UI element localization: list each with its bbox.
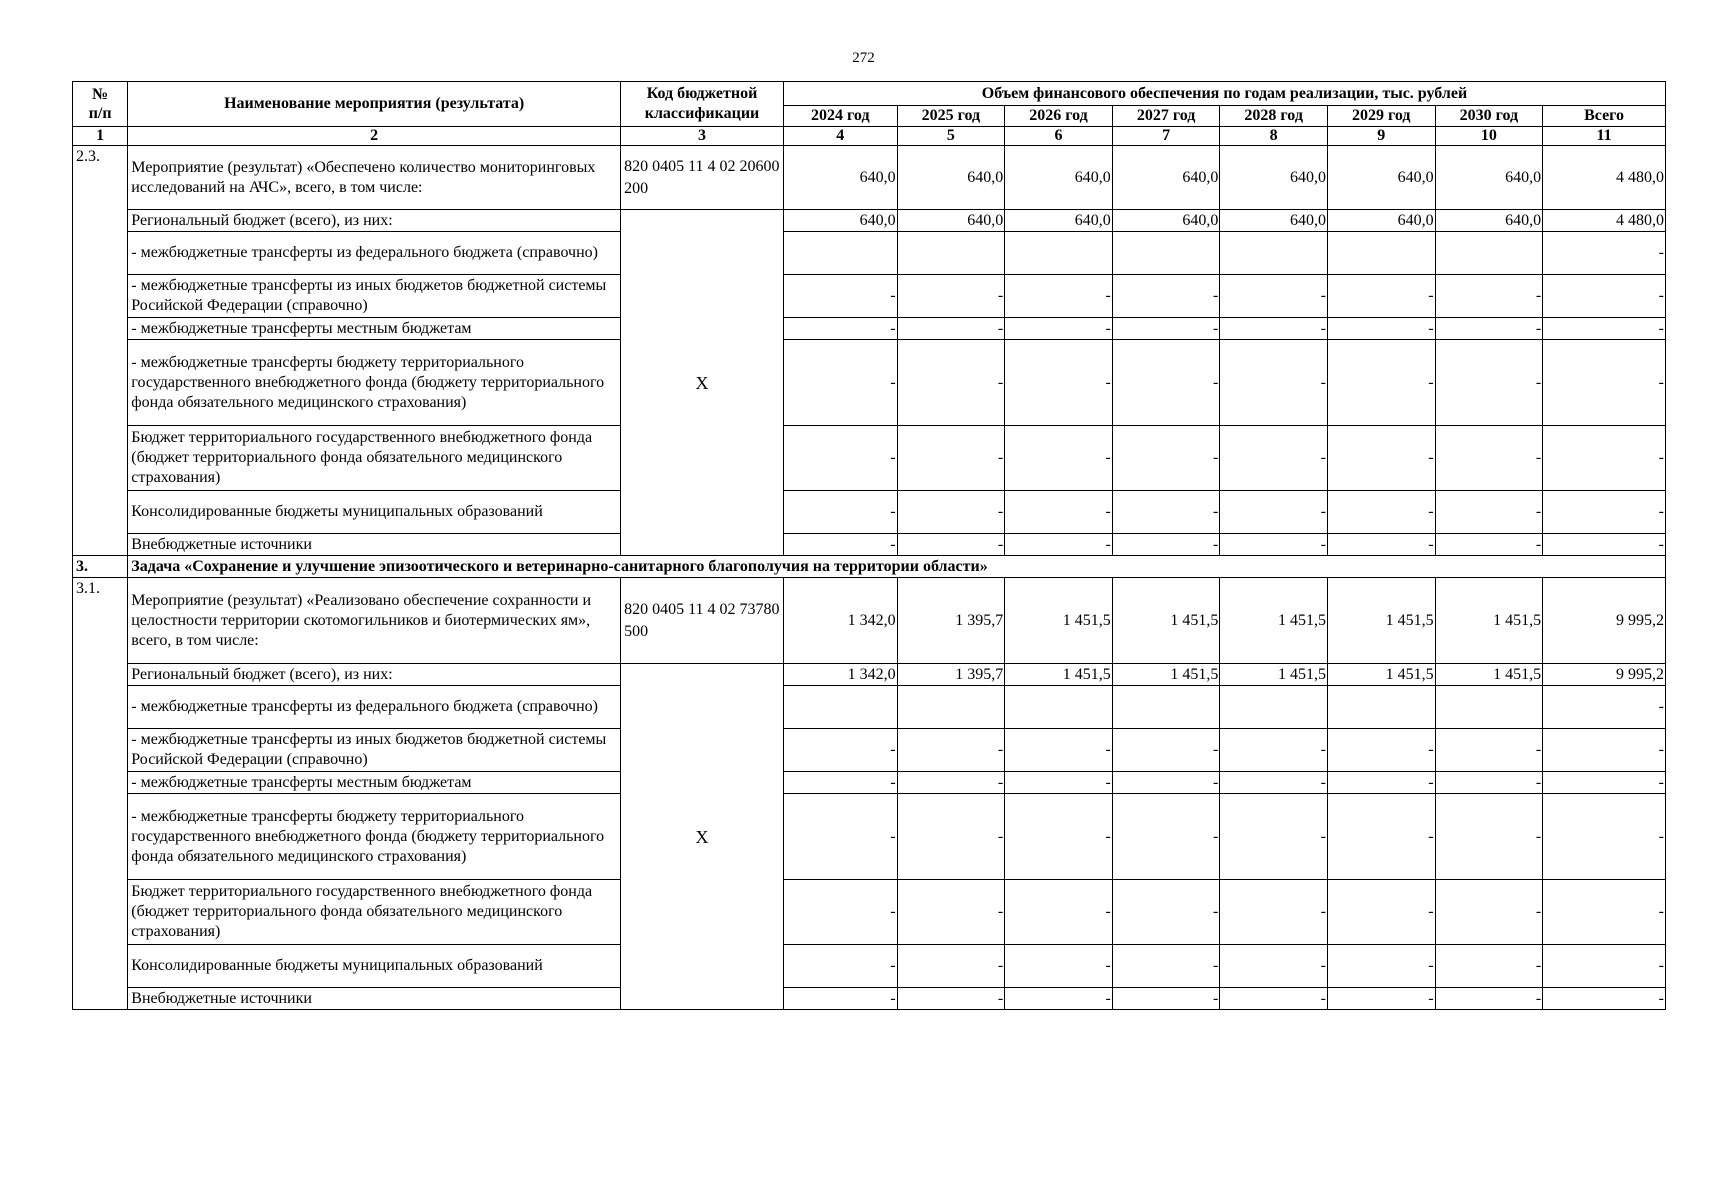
header-volume: Объем финансового обеспечения по годам реализации, тыс. рублей: [783, 82, 1665, 106]
column-number: 10: [1435, 127, 1543, 146]
section-main-row: [73, 578, 1666, 664]
value-cell: 640,0: [1005, 146, 1113, 210]
task-index: 3.: [73, 556, 128, 578]
value-cell: -: [897, 880, 1005, 945]
code-x-mark: Х: [621, 664, 784, 1010]
value-cell: -: [1112, 275, 1220, 318]
header-year: Всего: [1543, 106, 1666, 127]
value-cell: -: [1435, 880, 1543, 945]
value-cell: 640,0: [1112, 146, 1220, 210]
funding-row: [73, 664, 1666, 686]
value-cell: -: [1220, 945, 1328, 988]
value-cell: [897, 232, 1005, 275]
value-cell: -: [1327, 534, 1435, 556]
header-name: Наименование мероприятия (результата): [128, 82, 621, 127]
value-cell: 1 451,5: [1220, 664, 1328, 686]
value-cell: [897, 686, 1005, 729]
value-cell: -: [1435, 794, 1543, 880]
value-cell: 640,0: [1220, 146, 1328, 210]
value-cell: -: [897, 340, 1005, 426]
value-cell: -: [783, 880, 897, 945]
value-cell: -: [1543, 318, 1666, 340]
value-cell: -: [1220, 729, 1328, 772]
value-cell: -: [1005, 340, 1113, 426]
funding-source-name: - межбюджетные трансферты из федерального бюджета (справочно): [128, 232, 621, 275]
funding-row: [73, 426, 1666, 491]
value-cell: -: [1112, 772, 1220, 794]
value-cell: -: [1112, 880, 1220, 945]
value-cell: 9 995,2: [1543, 578, 1666, 664]
column-number: 5: [897, 127, 1005, 146]
column-number: 4: [783, 127, 897, 146]
header-year: 2027 год: [1112, 106, 1220, 127]
header-code: Код бюджетной классификации: [621, 82, 784, 127]
value-cell: 1 451,5: [1112, 664, 1220, 686]
value-cell: -: [1220, 491, 1328, 534]
value-cell: -: [1220, 880, 1328, 945]
funding-source-name: Бюджет территориального государственного внебюджетного фонда (бюджет территориального фонда обязательного медицинского страхования): [128, 880, 621, 945]
value-cell: -: [1005, 772, 1113, 794]
value-cell: -: [1327, 988, 1435, 1010]
value-cell: -: [1543, 534, 1666, 556]
value-cell: -: [1543, 988, 1666, 1010]
value-cell: -: [1112, 318, 1220, 340]
value-cell: 640,0: [1435, 210, 1543, 232]
value-cell: -: [783, 275, 897, 318]
value-cell: 1 451,5: [1327, 578, 1435, 664]
column-number: 8: [1220, 127, 1328, 146]
value-cell: -: [1005, 880, 1113, 945]
value-cell: [1435, 232, 1543, 275]
column-number: 7: [1112, 127, 1220, 146]
funding-source-name: - межбюджетные трансферты местным бюджетам: [128, 772, 621, 794]
value-cell: 1 451,5: [1435, 578, 1543, 664]
value-cell: [783, 232, 897, 275]
value-cell: 1 451,5: [1435, 664, 1543, 686]
funding-source-name: Внебюджетные источники: [128, 988, 621, 1010]
header-year: 2024 год: [783, 106, 897, 127]
value-cell: -: [897, 534, 1005, 556]
value-cell: -: [1327, 340, 1435, 426]
header-row: [73, 82, 1666, 106]
section-index: 3.1.: [73, 578, 128, 1010]
value-cell: -: [1435, 491, 1543, 534]
value-cell: [1112, 232, 1220, 275]
value-cell: [1005, 232, 1113, 275]
funding-source-name: - межбюджетные трансферты из иных бюджетов бюджетной системы Росийской Федерации (справочно): [128, 275, 621, 318]
value-cell: -: [1543, 772, 1666, 794]
value-cell: -: [1005, 534, 1113, 556]
value-cell: 1 395,7: [897, 664, 1005, 686]
value-cell: 1 451,5: [1005, 664, 1113, 686]
value-cell: -: [783, 534, 897, 556]
column-number: 1: [73, 127, 128, 146]
value-cell: [1327, 232, 1435, 275]
value-cell: -: [1005, 945, 1113, 988]
column-number: 11: [1543, 127, 1666, 146]
value-cell: 1 451,5: [1220, 578, 1328, 664]
value-cell: -: [1327, 880, 1435, 945]
value-cell: -: [783, 729, 897, 772]
page-number: 272: [852, 50, 875, 66]
value-cell: -: [1327, 275, 1435, 318]
value-cell: 1 451,5: [1327, 664, 1435, 686]
value-cell: -: [1005, 275, 1113, 318]
value-cell: -: [897, 275, 1005, 318]
value-cell: -: [1112, 988, 1220, 1010]
value-cell: -: [1435, 275, 1543, 318]
value-cell: [1005, 686, 1113, 729]
funding-source-name: Региональный бюджет (всего), из них:: [128, 210, 621, 232]
value-cell: 640,0: [783, 210, 897, 232]
value-cell: [1327, 686, 1435, 729]
value-cell: 640,0: [1327, 146, 1435, 210]
value-cell: -: [1327, 794, 1435, 880]
value-cell: -: [1543, 729, 1666, 772]
value-cell: -: [783, 794, 897, 880]
value-cell: 1 395,7: [897, 578, 1005, 664]
funding-row: [73, 729, 1666, 772]
value-cell: 640,0: [897, 210, 1005, 232]
value-cell: 4 480,0: [1543, 210, 1666, 232]
value-cell: 640,0: [1435, 146, 1543, 210]
value-cell: -: [1220, 772, 1328, 794]
value-cell: -: [1435, 945, 1543, 988]
value-cell: -: [1220, 318, 1328, 340]
value-cell: -: [1435, 772, 1543, 794]
value-cell: 640,0: [897, 146, 1005, 210]
funding-source-name: Консолидированные бюджеты муниципальных образований: [128, 945, 621, 988]
section-name: Мероприятие (результат) «Обеспечено количество мониторинговых исследований на АЧС», всего, в том числе:: [128, 146, 621, 210]
funding-row: [73, 340, 1666, 426]
funding-row: [73, 686, 1666, 729]
header-year: 2030 год: [1435, 106, 1543, 127]
column-number: 9: [1327, 127, 1435, 146]
table-body: [73, 146, 1666, 1010]
value-cell: -: [1220, 988, 1328, 1010]
value-cell: -: [1005, 426, 1113, 491]
value-cell: -: [783, 772, 897, 794]
funding-source-name: - межбюджетные трансферты местным бюджетам: [128, 318, 621, 340]
value-cell: -: [1543, 426, 1666, 491]
value-cell: -: [1005, 729, 1113, 772]
funding-row: [73, 794, 1666, 880]
value-cell: -: [1220, 275, 1328, 318]
value-cell: -: [783, 491, 897, 534]
value-cell: -: [1327, 729, 1435, 772]
value-cell: -: [897, 729, 1005, 772]
value-cell: -: [1435, 426, 1543, 491]
column-numbers-row: [73, 127, 1666, 146]
budget-table: [72, 81, 1666, 1010]
budget-code: 820 0405 11 4 02 20600 200: [621, 146, 784, 210]
value-cell: 9 995,2: [1543, 664, 1666, 686]
header-year: 2028 год: [1220, 106, 1328, 127]
section-name: Мероприятие (результат) «Реализовано обеспечение сохранности и целостности территории скотомогильников и биотермических ям», всего, в том числе:: [128, 578, 621, 664]
value-cell: -: [1220, 534, 1328, 556]
table-header: [73, 82, 1666, 146]
task-title: Задача «Сохранение и улучшение эпизоотического и ветеринарно-санитарного благополучия на территории области»: [128, 556, 1666, 578]
value-cell: 1 342,0: [783, 664, 897, 686]
header-year: 2029 год: [1327, 106, 1435, 127]
funding-row: [73, 491, 1666, 534]
funding-row: [73, 945, 1666, 988]
value-cell: -: [783, 988, 897, 1010]
header-year: 2026 год: [1005, 106, 1113, 127]
funding-row: [73, 275, 1666, 318]
value-cell: -: [1112, 945, 1220, 988]
value-cell: -: [1327, 491, 1435, 534]
value-cell: -: [897, 794, 1005, 880]
value-cell: -: [1327, 945, 1435, 988]
header-year: 2025 год: [897, 106, 1005, 127]
section-main-row: [73, 146, 1666, 210]
value-cell: -: [783, 318, 897, 340]
value-cell: 1 451,5: [1112, 578, 1220, 664]
value-cell: -: [1112, 426, 1220, 491]
value-cell: -: [1543, 945, 1666, 988]
value-cell: -: [1435, 534, 1543, 556]
value-cell: 640,0: [1220, 210, 1328, 232]
funding-source-name: Региональный бюджет (всего), из них:: [128, 664, 621, 686]
value-cell: -: [1112, 729, 1220, 772]
value-cell: -: [1543, 880, 1666, 945]
value-cell: 1 451,5: [1005, 578, 1113, 664]
value-cell: -: [783, 426, 897, 491]
value-cell: -: [1005, 318, 1113, 340]
funding-source-name: - межбюджетные трансферты из федерального бюджета (справочно): [128, 686, 621, 729]
value-cell: -: [1112, 534, 1220, 556]
value-cell: -: [1005, 794, 1113, 880]
value-cell: [1220, 686, 1328, 729]
value-cell: [1220, 232, 1328, 275]
value-cell: -: [1543, 686, 1666, 729]
code-x-mark: Х: [621, 210, 784, 556]
value-cell: -: [1435, 988, 1543, 1010]
value-cell: [1435, 686, 1543, 729]
value-cell: 640,0: [1112, 210, 1220, 232]
column-number: 2: [128, 127, 621, 146]
value-cell: -: [1220, 794, 1328, 880]
funding-row: [73, 534, 1666, 556]
funding-row: [73, 210, 1666, 232]
value-cell: -: [1005, 988, 1113, 1010]
funding-row: [73, 232, 1666, 275]
value-cell: -: [897, 945, 1005, 988]
funding-source-name: - межбюджетные трансферты бюджету территориального государственного внебюджетного фонда (бюджету территориального фонда обязательного медицинского страхования): [128, 340, 621, 426]
value-cell: [783, 686, 897, 729]
value-cell: -: [1220, 340, 1328, 426]
funding-row: [73, 880, 1666, 945]
budget-code: 820 0405 11 4 02 73780 500: [621, 578, 784, 664]
value-cell: 1 342,0: [783, 578, 897, 664]
value-cell: -: [1112, 794, 1220, 880]
column-number: 3: [621, 127, 784, 146]
value-cell: -: [897, 988, 1005, 1010]
funding-row: [73, 988, 1666, 1010]
value-cell: -: [1435, 318, 1543, 340]
value-cell: -: [1543, 794, 1666, 880]
funding-source-name: - межбюджетные трансферты из иных бюджетов бюджетной системы Росийской Федерации (справочно): [128, 729, 621, 772]
value-cell: -: [1435, 729, 1543, 772]
value-cell: -: [897, 772, 1005, 794]
value-cell: 640,0: [1327, 210, 1435, 232]
value-cell: -: [897, 491, 1005, 534]
value-cell: -: [1543, 232, 1666, 275]
funding-source-name: Бюджет территориального государственного внебюджетного фонда (бюджет территориального фонда обязательного медицинского страхования): [128, 426, 621, 491]
value-cell: -: [1112, 340, 1220, 426]
value-cell: -: [1327, 772, 1435, 794]
funding-source-name: - межбюджетные трансферты бюджету территориального государственного внебюджетного фонда (бюджету территориального фонда обязательного медицинского страхования): [128, 794, 621, 880]
value-cell: 640,0: [1005, 210, 1113, 232]
header-num: № п/п: [73, 82, 128, 127]
value-cell: -: [897, 318, 1005, 340]
value-cell: -: [1005, 491, 1113, 534]
value-cell: 640,0: [783, 146, 897, 210]
value-cell: -: [1327, 318, 1435, 340]
funding-source-name: Внебюджетные источники: [128, 534, 621, 556]
value-cell: -: [1327, 426, 1435, 491]
value-cell: -: [1543, 340, 1666, 426]
value-cell: -: [1543, 491, 1666, 534]
column-number: 6: [1005, 127, 1113, 146]
value-cell: -: [783, 340, 897, 426]
value-cell: -: [1220, 426, 1328, 491]
funding-row: [73, 318, 1666, 340]
value-cell: [1112, 686, 1220, 729]
funding-row: [73, 772, 1666, 794]
value-cell: -: [783, 945, 897, 988]
value-cell: -: [1435, 340, 1543, 426]
value-cell: -: [1543, 275, 1666, 318]
task-row: [73, 556, 1666, 578]
value-cell: -: [1112, 491, 1220, 534]
section-index: 2.3.: [73, 146, 128, 556]
value-cell: 4 480,0: [1543, 146, 1666, 210]
funding-source-name: Консолидированные бюджеты муниципальных образований: [128, 491, 621, 534]
value-cell: -: [897, 426, 1005, 491]
